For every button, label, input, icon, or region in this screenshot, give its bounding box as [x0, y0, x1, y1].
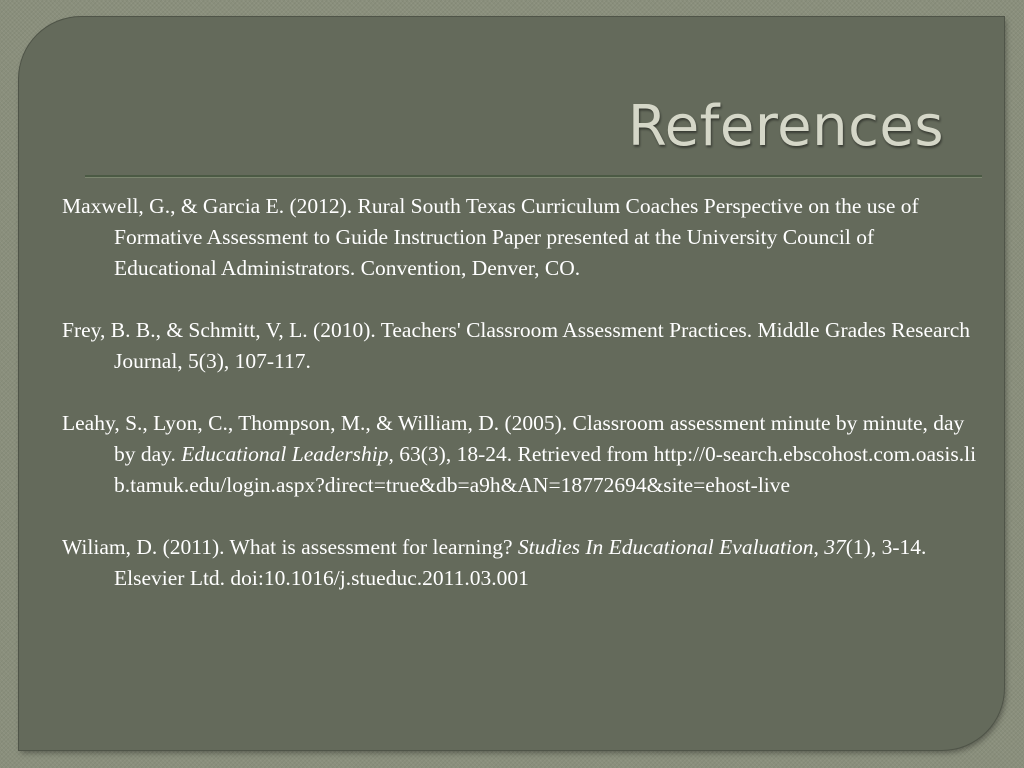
- reference-frey-text: Frey, B. B., & Schmitt, V, L. (2010). Teachers' Classroom Assessment Practices. Middle Grades Research Journal, 5(3), 107-117.: [62, 318, 971, 373]
- slide-title: References: [627, 94, 944, 159]
- title-divider: [85, 175, 982, 178]
- reference-leahy-authors-title: Leahy, S., Lyon, C., Thompson, M., & William, D. (2005). Classroom assessment minute by minute, day by day.: [62, 411, 965, 466]
- reference-list: [62, 191, 977, 625]
- reference-wiliam-separator: ,: [813, 535, 825, 559]
- reference-leahy-url: http://0-search.ebscohost.com.oasis.lib.tamuk.edu/login.aspx?direct=true&db=a9h&AN=18772694&site=ehost-live: [114, 442, 977, 497]
- reference-wiliam-journal: Studies In Educational Evaluation: [517, 535, 814, 559]
- reference-leahy: [62, 408, 977, 501]
- reference-wiliam-volume: 37: [824, 535, 846, 559]
- reference-leahy-journal: Educational Leadership: [181, 442, 389, 466]
- reference-wiliam-authors-title: Wiliam, D. (2011). What is assessment for learning?: [62, 535, 518, 559]
- reference-frey: [62, 315, 977, 377]
- reference-maxwell: [62, 191, 977, 284]
- reference-wiliam-details: (1), 3-14. Elsevier Ltd. doi:10.1016/j.stueduc.2011.03.001: [114, 535, 927, 590]
- reference-leahy-details: , 63(3), 18-24. Retrieved from: [388, 442, 654, 466]
- reference-maxwell-text: Maxwell, G., & Garcia E. (2012). Rural South Texas Curriculum Coaches Perspective on the use of Formative Assessment to Guide Instruction Paper presented at the University Council of Educational Administrators. Convention, Denver, CO.: [62, 194, 919, 280]
- reference-wiliam: [62, 532, 977, 594]
